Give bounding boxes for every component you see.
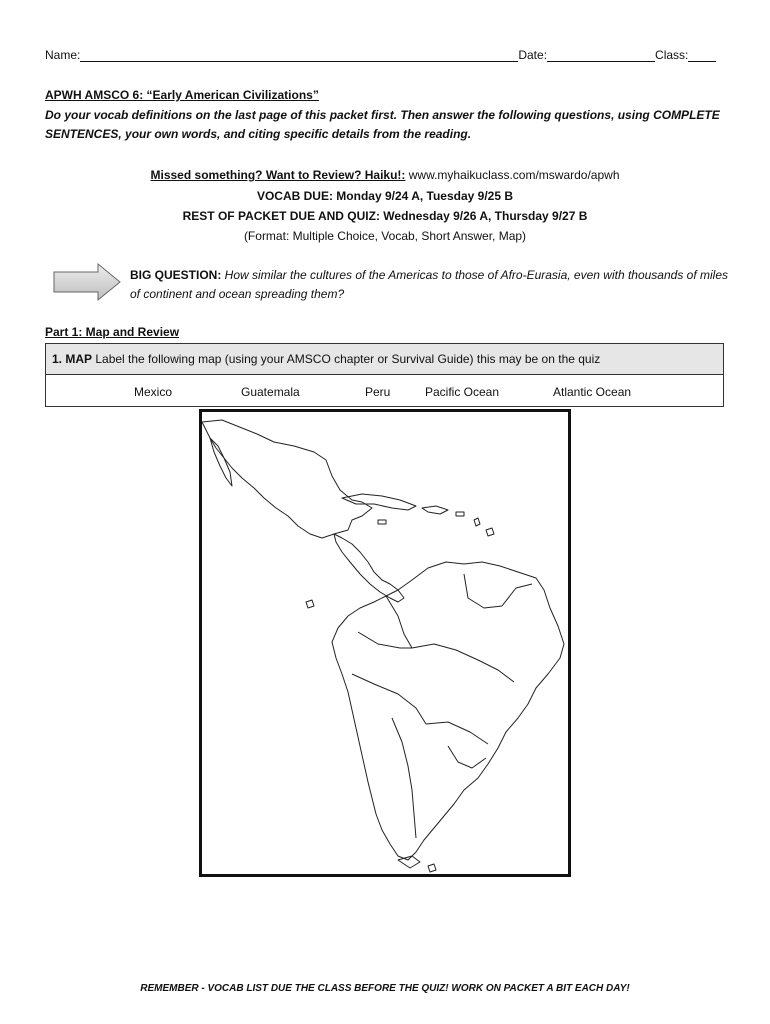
map-outline-graphic [202,412,568,874]
quiz-format: (Format: Multiple Choice, Vocab, Short Answer, Map) [243,229,527,243]
review-url[interactable]: www.myhaikuclass.com/mswardo/apwh [405,168,620,182]
big-question [130,266,730,304]
name-label: Name: [45,48,81,62]
map-task-header [46,344,723,375]
header-line [45,48,725,62]
map-task-box [45,343,724,407]
name-field[interactable] [80,49,518,62]
vocab-due: VOCAB DUE: Monday 9/24 A, Tuesday 9/25 B [256,189,514,203]
packet-due: REST OF PACKET DUE AND QUIZ: Wednesday 9/26 A, Thursday 9/27 B [182,209,588,223]
big-question-label: BIG QUESTION: [130,268,222,282]
map-task-text: Label the following map (using your AMSCO chapter or Survival Guide) this may be on the quiz [92,352,601,366]
footer-reminder: REMEMBER - VOCAB LIST DUE THE CLASS BEFORE THE QUIZ! WORK ON PACKET A BIT EACH DAY! [140,983,630,994]
map-label-item: Guatemala [241,385,300,399]
map-label-item: Mexico [134,385,173,399]
part1-title: Part 1: Map and Review [45,325,180,339]
date-field[interactable] [547,49,655,62]
map-label-item: Peru [365,385,391,399]
map-label-item: Pacific Ocean [425,385,500,399]
date-label: Date: [518,48,548,62]
instructions: Do your vocab definitions on the last page of this packet first. Then answer the following questions, using COMPLETE SENTENCES, your own words, and citing specific details from the reading. [45,108,720,141]
big-question-text: How similar the cultures of the Americas to those of Afro-Eurasia, even with thousands of miles of continent and ocean spreading them? [130,268,729,301]
review-prompt: Missed something? Want to Review? Haiku!: [150,168,406,182]
review-line [0,168,770,182]
map-label-item: Atlantic Ocean [553,385,632,399]
page-title: APWH AMSCO 6: “Early American Civilizations” [45,88,319,102]
class-label: Class: [655,48,689,62]
latin-america-outline-map[interactable] [199,409,571,877]
arrow-right-icon [52,262,122,302]
map-task-number: 1. MAP [52,352,93,366]
class-field[interactable] [688,49,716,62]
